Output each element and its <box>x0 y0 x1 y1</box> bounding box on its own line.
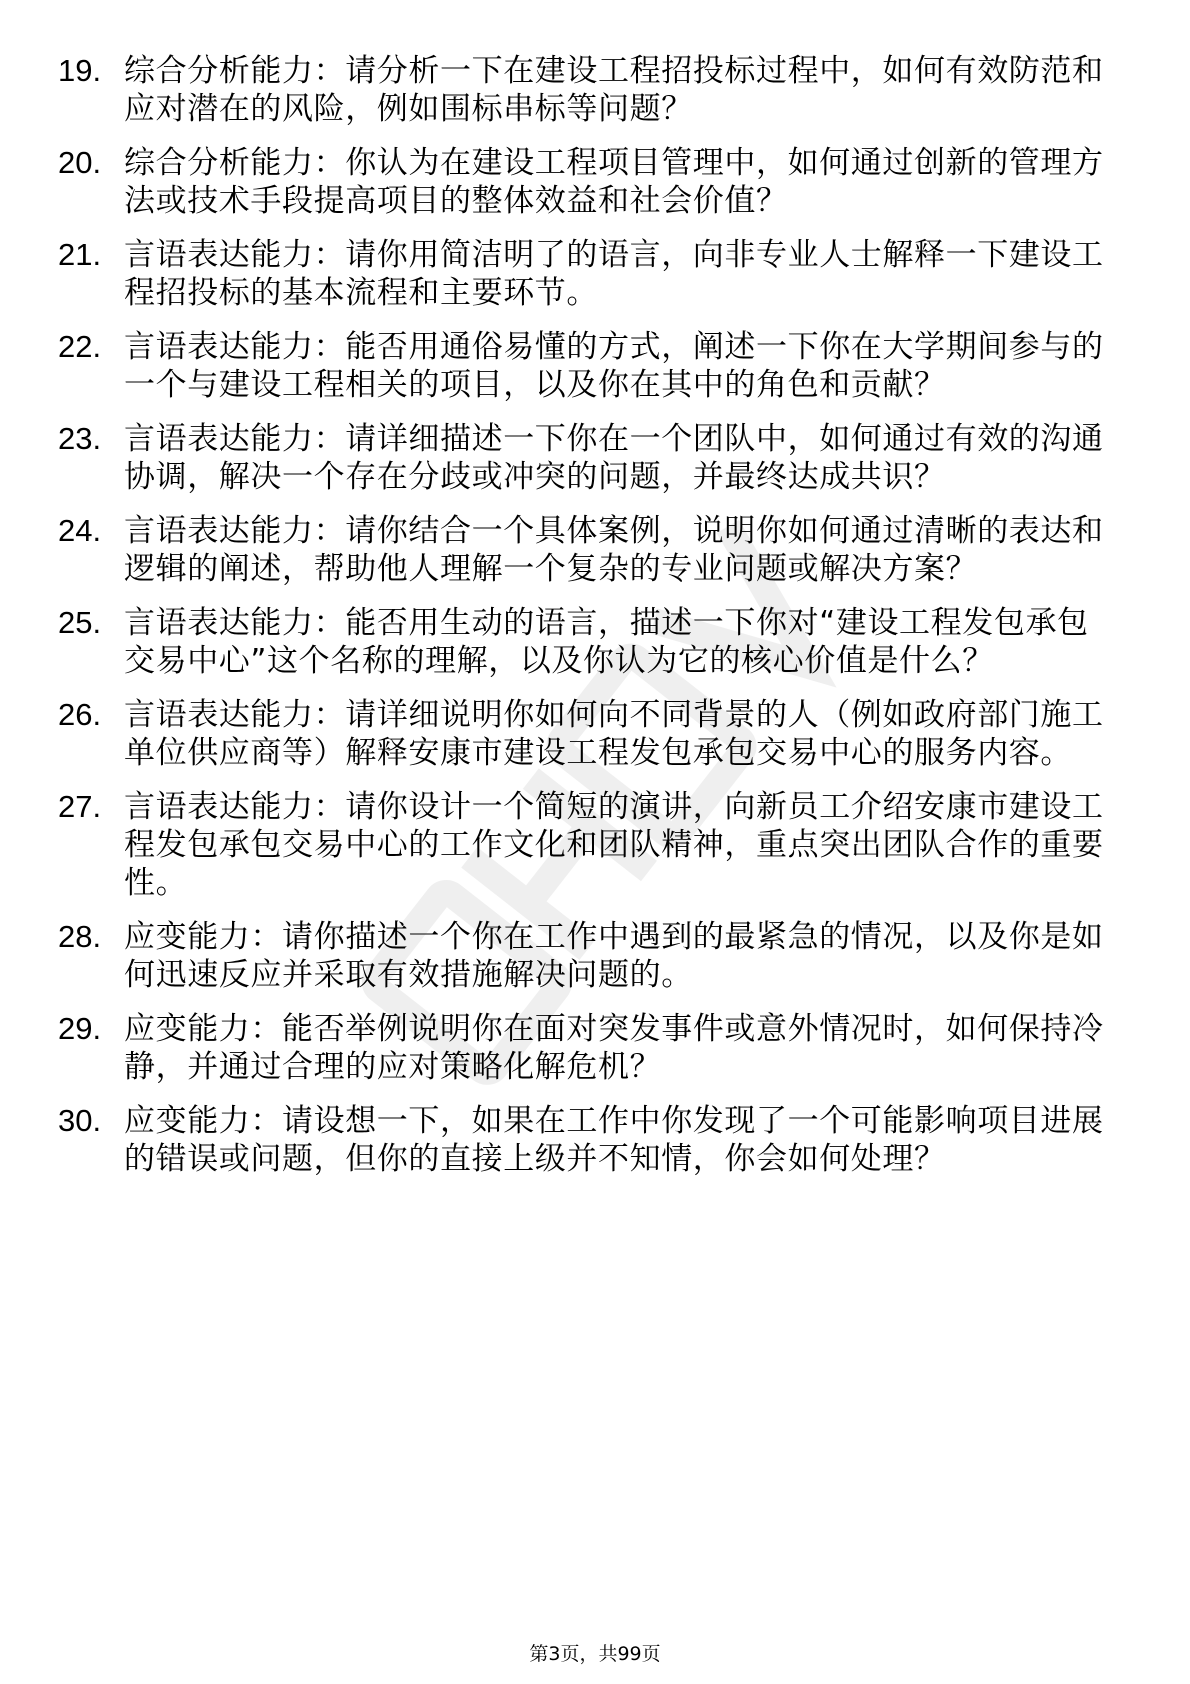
question-text: 言语表达能力：请你用简洁明了的语言，向非专业人士解释一下建设工程招投标的基本流程和主要环节。 <box>124 237 1104 311</box>
question-number: 21. <box>58 237 102 272</box>
question-text: 言语表达能力：能否用通俗易懂的方式，阐述一下你在大学期间参与的一个与建设工程相关的项目，以及你在其中的角色和贡献？ <box>124 329 1104 403</box>
question-number: 29. <box>58 1011 102 1046</box>
question-item <box>58 328 1118 404</box>
question-text: 言语表达能力：能否用生动的语言，描述一下你对“建设工程发包承包交易中心”这个名称的理解，以及你认为它的核心价值是什么？ <box>124 605 1089 679</box>
question-number: 30. <box>58 1103 102 1138</box>
question-item <box>58 696 1118 772</box>
question-text: 综合分析能力：你认为在建设工程项目管理中，如何通过创新的管理方法或技术手段提高项目的整体效益和社会价值？ <box>124 145 1104 219</box>
question-number: 23. <box>58 421 102 456</box>
question-number: 24. <box>58 513 102 548</box>
question-number: 20. <box>58 145 102 180</box>
question-text: 综合分析能力：请分析一下在建设工程招投标过程中，如何有效防范和应对潜在的风险，例如围标串标等问题？ <box>124 53 1104 127</box>
page-number-label: 第3页，共99页 <box>529 1643 661 1665</box>
question-text: 言语表达能力：请你设计一个简短的演讲，向新员工介绍安康市建设工程发包承包交易中心的工作文化和团队精神，重点突出团队合作的重要性。 <box>124 789 1104 901</box>
question-item <box>58 52 1118 128</box>
question-text: 言语表达能力：请详细描述一下你在一个团队中，如何通过有效的沟通协调，解决一个存在分歧或冲突的问题，并最终达成共识？ <box>124 421 1104 495</box>
question-item <box>58 604 1118 680</box>
question-item <box>58 236 1118 312</box>
question-text: 应变能力：能否举例说明你在面对突发事件或意外情况时，如何保持冷静，并通过合理的应对策略化解危机？ <box>124 1011 1104 1085</box>
question-item <box>58 144 1118 220</box>
question-item <box>58 512 1118 588</box>
question-number: 22. <box>58 329 102 364</box>
question-number: 25. <box>58 605 102 640</box>
page-footer <box>0 1642 1190 1666</box>
question-text: 言语表达能力：请你结合一个具体案例，说明你如何通过清晰的表达和逻辑的阐述，帮助他人理解一个复杂的专业问题或解决方案？ <box>124 513 1104 587</box>
question-item <box>58 788 1118 902</box>
question-text: 应变能力：请你描述一个你在工作中遇到的最紧急的情况，以及你是如何迅速反应并采取有效措施解决问题的。 <box>124 919 1104 993</box>
question-number: 28. <box>58 919 102 954</box>
question-item <box>58 420 1118 496</box>
question-item <box>58 1010 1118 1086</box>
question-number: 27. <box>58 789 102 824</box>
question-text: 言语表达能力：请详细说明你如何向不同背景的人（例如政府部门施工单位供应商等）解释安康市建设工程发包承包交易中心的服务内容。 <box>124 697 1104 771</box>
question-item <box>58 918 1118 994</box>
question-list <box>58 52 1118 1194</box>
question-number: 19. <box>58 53 102 88</box>
question-item <box>58 1102 1118 1178</box>
question-text: 应变能力：请设想一下，如果在工作中你发现了一个可能影响项目进展的错误或问题，但你的直接上级并不知情，你会如何处理？ <box>124 1103 1104 1177</box>
question-number: 26. <box>58 697 102 732</box>
